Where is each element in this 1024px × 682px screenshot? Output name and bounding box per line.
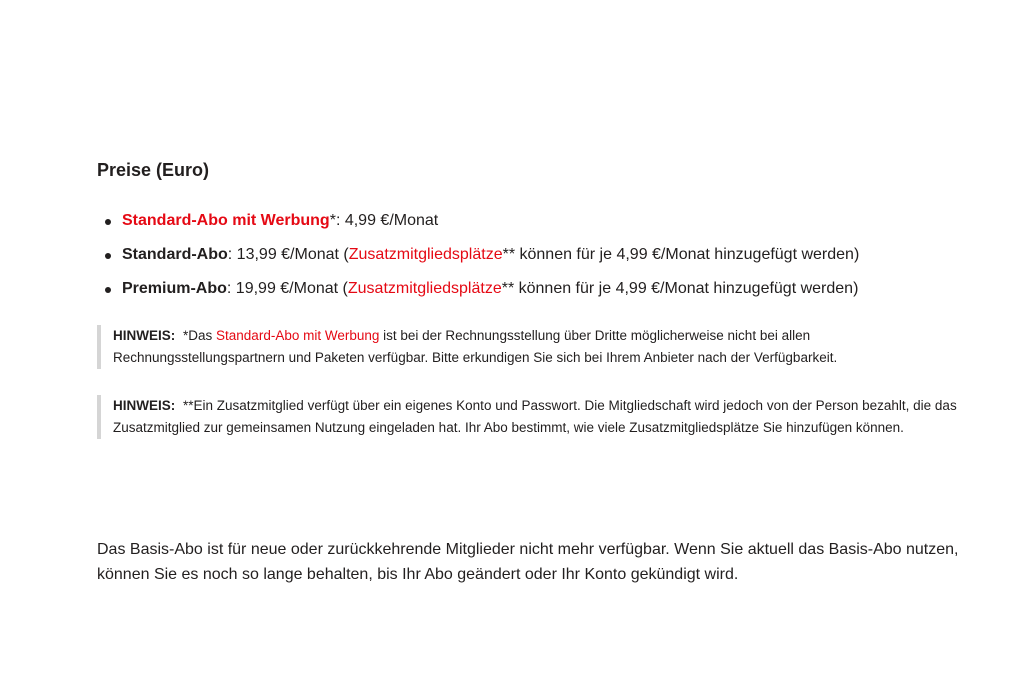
extra-member-link[interactable]: Zusatzmitgliedsplätze	[348, 246, 503, 263]
note-text: *Das	[183, 328, 217, 343]
note-extra-member	[97, 395, 972, 439]
price-text: : 13,99 €/Monat (	[227, 246, 349, 263]
note-text: **Ein Zusatzmitglied verfügt über ein eigenes Konto und Passwort. Die Mitgliedschaft wird jedoch von der Person bezahlt, die das Zusatzmitglied zur gemeinsamen Nutzung eingeladen hat. Ihr Abo bestimmt, wie viele Zusatzmitgliedsplätze Sie hinzufügen können.	[113, 398, 957, 435]
note-ads-availability	[97, 325, 972, 369]
price-extra-text: ** können für je 4,99 €/Monat hinzugefügt werden)	[502, 246, 860, 263]
note-label: HINWEIS:	[113, 328, 176, 343]
price-item-standard-ads	[97, 211, 859, 245]
extra-member-link[interactable]: Zusatzmitgliedsplätze	[347, 280, 502, 297]
standard-ads-note-link[interactable]: Standard-Abo mit Werbung	[216, 328, 380, 343]
note-text-rest: ist bei der Rechnungsstellung über Dritte möglicherweise nicht bei allen Rechnungsstellungspartnern und Paketen verfügbar. Bitte erkundigen Sie sich bei Ihrem Anbieter nach der Verfügbarkeit.	[113, 328, 838, 365]
price-extra-text: ** können für je 4,99 €/Monat hinzugefügt werden)	[501, 280, 859, 297]
price-list	[97, 211, 859, 313]
asterisk-marker: *	[329, 212, 336, 229]
price-item-standard	[97, 245, 859, 279]
price-text: : 4,99 €/Monat	[335, 212, 439, 229]
bullet-icon	[105, 253, 111, 259]
price-text: : 19,99 €/Monat (	[226, 280, 348, 297]
section-title: Preise (Euro)	[97, 160, 210, 180]
plan-name: Standard-Abo	[122, 246, 228, 263]
plan-name: Premium-Abo	[122, 280, 227, 297]
bullet-icon	[105, 219, 111, 225]
bullet-icon	[105, 287, 111, 293]
basic-plan-paragraph: Das Basis-Abo ist für neue oder zurückkehrende Mitglieder nicht mehr verfügbar. Wenn Sie aktuell das Basis-Abo nutzen, können Sie es noch so lange behalten, bis Ihr Abo geändert oder Ihr Konto gekündigt wird.	[97, 541, 959, 583]
price-item-premium	[97, 279, 859, 313]
standard-ads-link[interactable]: Standard-Abo mit Werbung	[122, 212, 330, 229]
note-label: HINWEIS:	[113, 398, 176, 413]
